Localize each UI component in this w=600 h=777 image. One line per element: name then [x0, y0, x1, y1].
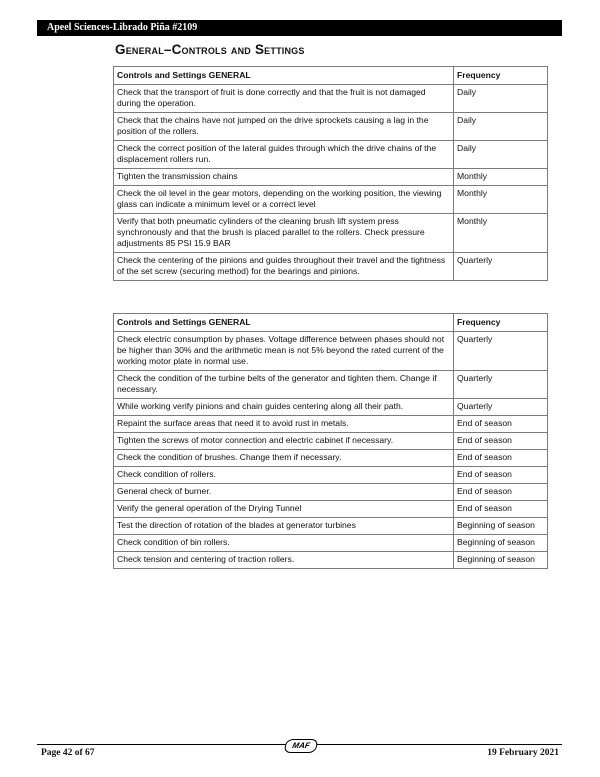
document-header-text: Apeel Sciences-Librado Piña #2109: [47, 22, 198, 33]
table-row: [114, 253, 548, 281]
controls-settings-table-1: [113, 66, 548, 281]
task-cell: Check tension and centering of traction rollers.: [114, 552, 454, 569]
table-row: [114, 371, 548, 399]
task-cell: Check condition of bin rollers.: [114, 535, 454, 552]
task-cell: Check the oil level in the gear motors, depending on the working position, the viewing glass can indicate a minimum level or a correct level: [114, 186, 454, 214]
frequency-cell: Quarterly: [454, 332, 548, 371]
frequency-cell: End of season: [454, 450, 548, 467]
frequency-cell: Monthly: [454, 169, 548, 186]
table-row: [114, 501, 548, 518]
column-header-task: Controls and Settings GENERAL: [114, 314, 454, 332]
frequency-cell: End of season: [454, 484, 548, 501]
table-row: [114, 416, 548, 433]
table-header-row: [114, 67, 548, 85]
frequency-cell: Monthly: [454, 186, 548, 214]
table-row: [114, 113, 548, 141]
task-cell: General check of burner.: [114, 484, 454, 501]
frequency-cell: Beginning of season: [454, 535, 548, 552]
table-row: [114, 433, 548, 450]
table-header-row: [114, 314, 548, 332]
task-cell: Test the direction of rotation of the blades at generator turbines: [114, 518, 454, 535]
task-cell: Verify that both pneumatic cylinders of the cleaning brush lift system press synchronously and that the brush is placed parallel to the rollers. Check pressure adjustments 85 PSI 15.9 BAR: [114, 214, 454, 253]
task-cell: Check the correct position of the lateral guides through which the drive chains of the displacement rollers run.: [114, 141, 454, 169]
frequency-cell: Quarterly: [454, 253, 548, 281]
frequency-cell: Monthly: [454, 214, 548, 253]
frequency-cell: End of season: [454, 501, 548, 518]
frequency-cell: Quarterly: [454, 371, 548, 399]
frequency-cell: Beginning of season: [454, 552, 548, 569]
frequency-cell: End of season: [454, 416, 548, 433]
table-row: [114, 552, 548, 569]
section-title: General–Controls and Settings: [115, 42, 305, 57]
table-body: [114, 85, 548, 281]
table-row: [114, 214, 548, 253]
controls-settings-table-2: [113, 313, 548, 569]
frequency-cell: Daily: [454, 85, 548, 113]
task-cell: Tighten the transmission chains: [114, 169, 454, 186]
column-header-frequency: Frequency: [454, 67, 548, 85]
maf-logo: MAF: [284, 739, 319, 753]
task-cell: Check condition of rollers.: [114, 467, 454, 484]
frequency-cell: End of season: [454, 467, 548, 484]
task-cell: Check that the transport of fruit is done correctly and that the fruit is not damaged during the operation.: [114, 85, 454, 113]
document-date: 19 February 2021: [487, 748, 559, 758]
table-row: [114, 186, 548, 214]
frequency-cell: Quarterly: [454, 399, 548, 416]
table-row: [114, 467, 548, 484]
task-cell: Check the centering of the pinions and guides throughout their travel and the tightness of the set screw (securing method) for the bearings and pinions.: [114, 253, 454, 281]
task-cell: Tighten the screws of motor connection and electric cabinet if necessary.: [114, 433, 454, 450]
task-cell: Check the condition of the turbine belts of the generator and tighten them. Change if necessary.: [114, 371, 454, 399]
table-row: [114, 169, 548, 186]
task-cell: Check electric consumption by phases. Voltage difference between phases should not be higher than 30% and the arithmetic mean is not 5% beyond the rated current of the working motor plate in normal use.: [114, 332, 454, 371]
column-header-task: Controls and Settings GENERAL: [114, 67, 454, 85]
column-header-frequency: Frequency: [454, 314, 548, 332]
task-cell: While working verify pinions and chain guides centering along all their path.: [114, 399, 454, 416]
frequency-cell: Daily: [454, 113, 548, 141]
table-row: [114, 450, 548, 467]
task-cell: Check that the chains have not jumped on the drive sprockets causing a lag in the position of the rollers.: [114, 113, 454, 141]
table-row: [114, 85, 548, 113]
task-cell: Verify the general operation of the Drying Tunnel: [114, 501, 454, 518]
table-row: [114, 535, 548, 552]
table-body: [114, 332, 548, 569]
table-row: [114, 332, 548, 371]
frequency-cell: Beginning of season: [454, 518, 548, 535]
table-row: [114, 518, 548, 535]
table-row: [114, 399, 548, 416]
frequency-cell: Daily: [454, 141, 548, 169]
task-cell: Check the condition of brushes. Change them if necessary.: [114, 450, 454, 467]
table-row: [114, 484, 548, 501]
task-cell: Repaint the surface areas that need it to avoid rust in metals.: [114, 416, 454, 433]
document-header-bar: [37, 20, 562, 36]
table-row: [114, 141, 548, 169]
frequency-cell: End of season: [454, 433, 548, 450]
page-number: Page 42 of 67: [41, 748, 95, 758]
